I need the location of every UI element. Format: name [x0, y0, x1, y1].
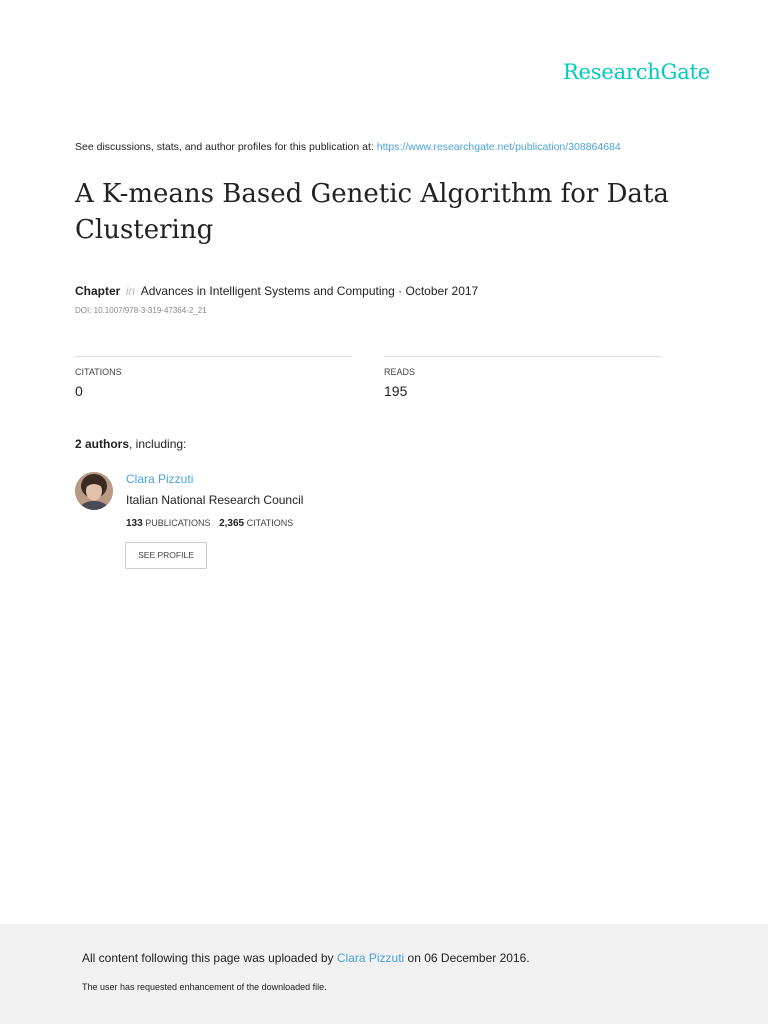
author-institution: Italian National Research Council [126, 493, 304, 507]
upload-prefix: All content following this page was uploaded by [82, 951, 337, 965]
authors-heading [75, 437, 186, 451]
author-name-link[interactable]: Clara Pizzuti [126, 472, 194, 486]
author-photo [75, 472, 113, 510]
upload-notice [82, 951, 530, 965]
reads-label: READS [384, 367, 416, 377]
citations-value: 0 [75, 383, 83, 399]
authors-count: 2 authors [75, 437, 130, 451]
see-profile-button[interactable]: SEE PROFILE [125, 542, 207, 569]
reads-value: 195 [384, 383, 408, 399]
publication-title: A K-means Based Genetic Algorithm for Data Clustering [75, 179, 669, 245]
discussions-notice [75, 141, 621, 153]
author-citations-count: 2,365 [219, 518, 245, 529]
author-avatar[interactable] [75, 472, 113, 510]
author-stats [126, 518, 293, 529]
publication-meta [75, 284, 478, 298]
author-citations-label: CITATIONS [246, 518, 294, 528]
footer [0, 924, 768, 1024]
publication-link[interactable]: https://www.researchgate.net/publication/308864684 [376, 141, 621, 153]
citations-label: CITATIONS [75, 367, 122, 377]
in-label: in [125, 284, 136, 298]
reads-stat [384, 356, 661, 399]
publication-venue: Advances in Intelligent Systems and Computing · October 2017 [140, 284, 479, 298]
author-publications-label: PUBLICATIONS [145, 518, 211, 528]
publication-type: Chapter [75, 284, 121, 298]
authors-suffix: , including: [129, 437, 187, 451]
discussions-text: See discussions, stats, and author profiles for this publication at: [75, 141, 377, 153]
author-publications-count: 133 [126, 518, 143, 529]
doi-text: DOI: 10.1007/978-3-319-47364-2_21 [75, 306, 207, 315]
uploader-link[interactable]: Clara Pizzuti [336, 951, 405, 965]
enhancement-notice: The user has requested enhancement of the downloaded file. [82, 982, 327, 992]
researchgate-logo[interactable]: ResearchGate [562, 60, 710, 84]
citations-stat [75, 356, 352, 399]
upload-suffix: on 06 December 2016. [404, 951, 530, 965]
